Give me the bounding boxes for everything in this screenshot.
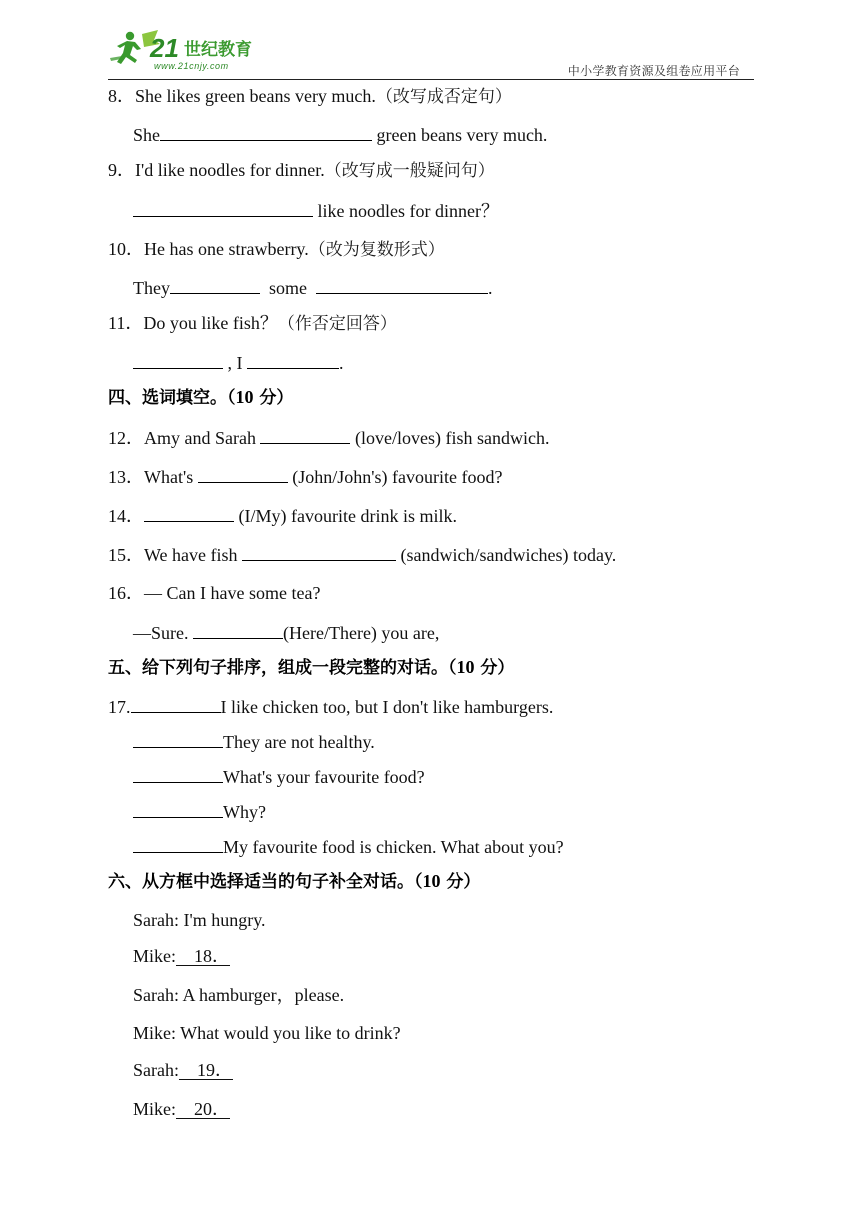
question-14: 14． (I/My) favourite drink is milk.	[108, 506, 457, 526]
answer-blank-19[interactable]: 19．	[178, 1060, 233, 1080]
answer-blank[interactable]	[198, 465, 288, 483]
question-16-line1: 16．— Can I have some tea?	[108, 583, 321, 603]
logo-graphic	[108, 28, 278, 76]
section-6-heading: 六、从方框中选择适当的句子补全对话。（10 分）	[108, 871, 481, 892]
question-11-answer: , I .	[133, 351, 344, 374]
answer-blank[interactable]	[242, 543, 396, 561]
order-item-4: Why?	[133, 800, 266, 823]
site-logo	[108, 28, 278, 76]
dialogue-line-1: Sarah: I'm hungry.	[133, 910, 266, 930]
question-13: 13．What's (John/John's) favourite food?	[108, 467, 503, 487]
answer-blank[interactable]	[170, 276, 260, 294]
section-5-heading: 五、给下列句子排序，组成一段完整的对话。（10 分）	[108, 657, 515, 678]
question-9-prompt: 9．I'd like noodles for dinner.（改写成一般疑问句）	[108, 160, 495, 181]
question-16-line2: —Sure. (Here/There) you are,	[133, 623, 440, 643]
dialogue-line-2: Mike: 18．	[133, 945, 306, 967]
question-8-prompt: 8．She likes green beans very much.（改写成否定句）	[108, 86, 512, 107]
question-15: 15．We have fish (sandwich/sandwiches) today.	[108, 545, 617, 565]
question-10-prompt: 10．He has one strawberry.（改为复数形式）	[108, 239, 445, 260]
answer-blank[interactable]	[133, 351, 223, 369]
answer-blank[interactable]	[133, 835, 223, 853]
platform-caption: 中小学教育资源及组卷应用平台	[567, 64, 740, 78]
runner-icon	[110, 32, 141, 64]
question-11-prompt: 11．Do you like fish？（作否定回答）	[108, 313, 397, 334]
svg-text:21: 21	[150, 33, 179, 63]
answer-blank-18[interactable]: 18．	[176, 946, 230, 966]
answer-blank[interactable]	[193, 621, 283, 639]
question-10-answer: They some .	[133, 278, 493, 298]
question-8-answer: She green beans very much.	[133, 125, 548, 145]
order-item-1: 17. I like chicken too, but I don't like hamburgers.	[108, 697, 554, 717]
dialogue-line-6: Mike: 20．	[133, 1098, 306, 1120]
svg-text:www.21cnjy.com: www.21cnjy.com	[154, 61, 229, 71]
answer-blank[interactable]	[131, 695, 221, 713]
answer-blank[interactable]	[133, 730, 223, 748]
question-9-answer: like noodles for dinner？	[133, 199, 499, 222]
order-item-2: They are not healthy.	[133, 730, 375, 753]
header-rule	[108, 79, 754, 80]
answer-blank[interactable]	[133, 765, 223, 783]
dialogue-line-5: Sarah: 19．	[133, 1059, 309, 1081]
answer-blank[interactable]	[160, 123, 372, 141]
section-4-heading: 四、选词填空。（10 分）	[108, 387, 294, 408]
answer-blank[interactable]	[133, 199, 313, 217]
page-header	[0, 0, 860, 82]
svg-text:世纪教育: 世纪教育	[184, 40, 252, 60]
order-item-5: My favourite food is chicken. What about you?	[133, 835, 564, 858]
dialogue-line-4: Mike: What would you like to drink?	[133, 1023, 401, 1043]
answer-blank-20[interactable]: 20．	[176, 1099, 230, 1119]
answer-blank[interactable]	[247, 351, 339, 369]
order-item-3: What's your favourite food?	[133, 765, 425, 788]
answer-blank[interactable]	[133, 800, 223, 818]
question-12: 12．Amy and Sarah (love/loves) fish sandwich.	[108, 428, 550, 448]
dialogue-line-3: Sarah: A hamburger，please.	[133, 985, 345, 1005]
answer-blank[interactable]	[260, 426, 350, 444]
answer-blank[interactable]	[144, 504, 234, 522]
answer-blank[interactable]	[316, 276, 488, 294]
